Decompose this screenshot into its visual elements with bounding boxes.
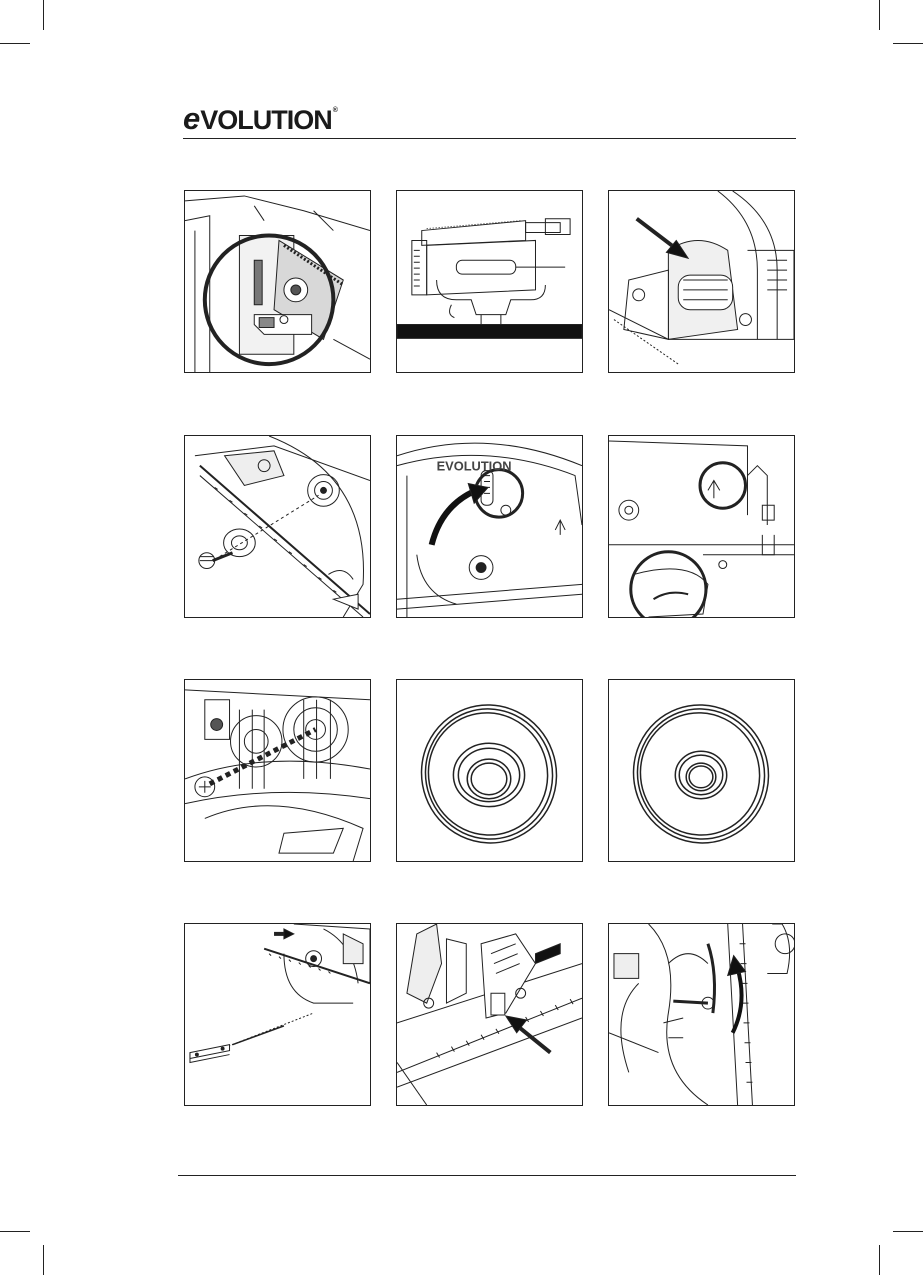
figure-rotation-direction	[608, 435, 795, 618]
header-rule	[183, 138, 796, 139]
figure-flange-alignment	[184, 679, 371, 862]
figure-blade-guard-closeup	[184, 190, 371, 373]
figure-flange-washer-large	[396, 679, 583, 862]
crop-mark	[893, 43, 923, 44]
figure-depth-scale	[396, 190, 583, 373]
crop-mark	[0, 43, 30, 44]
figure-guard-lever	[396, 435, 583, 618]
crop-mark	[0, 1231, 30, 1232]
figure-blade-bolt-exploded	[184, 435, 371, 618]
crop-mark	[43, 0, 44, 30]
figure-riving-knife	[608, 923, 795, 1106]
crop-mark	[43, 1245, 44, 1275]
evolution-logo: eVOLUTION®	[183, 101, 337, 136]
figure-flange-washer-small	[608, 679, 795, 862]
figure-bevel-scale	[396, 923, 583, 1106]
crop-mark	[879, 1245, 880, 1275]
figure-hex-key-assembly	[184, 923, 371, 1106]
footer-rule	[178, 1175, 796, 1176]
crop-mark	[879, 0, 880, 30]
crop-mark	[893, 1231, 923, 1232]
evolution-label: EVOLUTION	[436, 458, 512, 474]
figure-motor-housing	[608, 190, 795, 373]
